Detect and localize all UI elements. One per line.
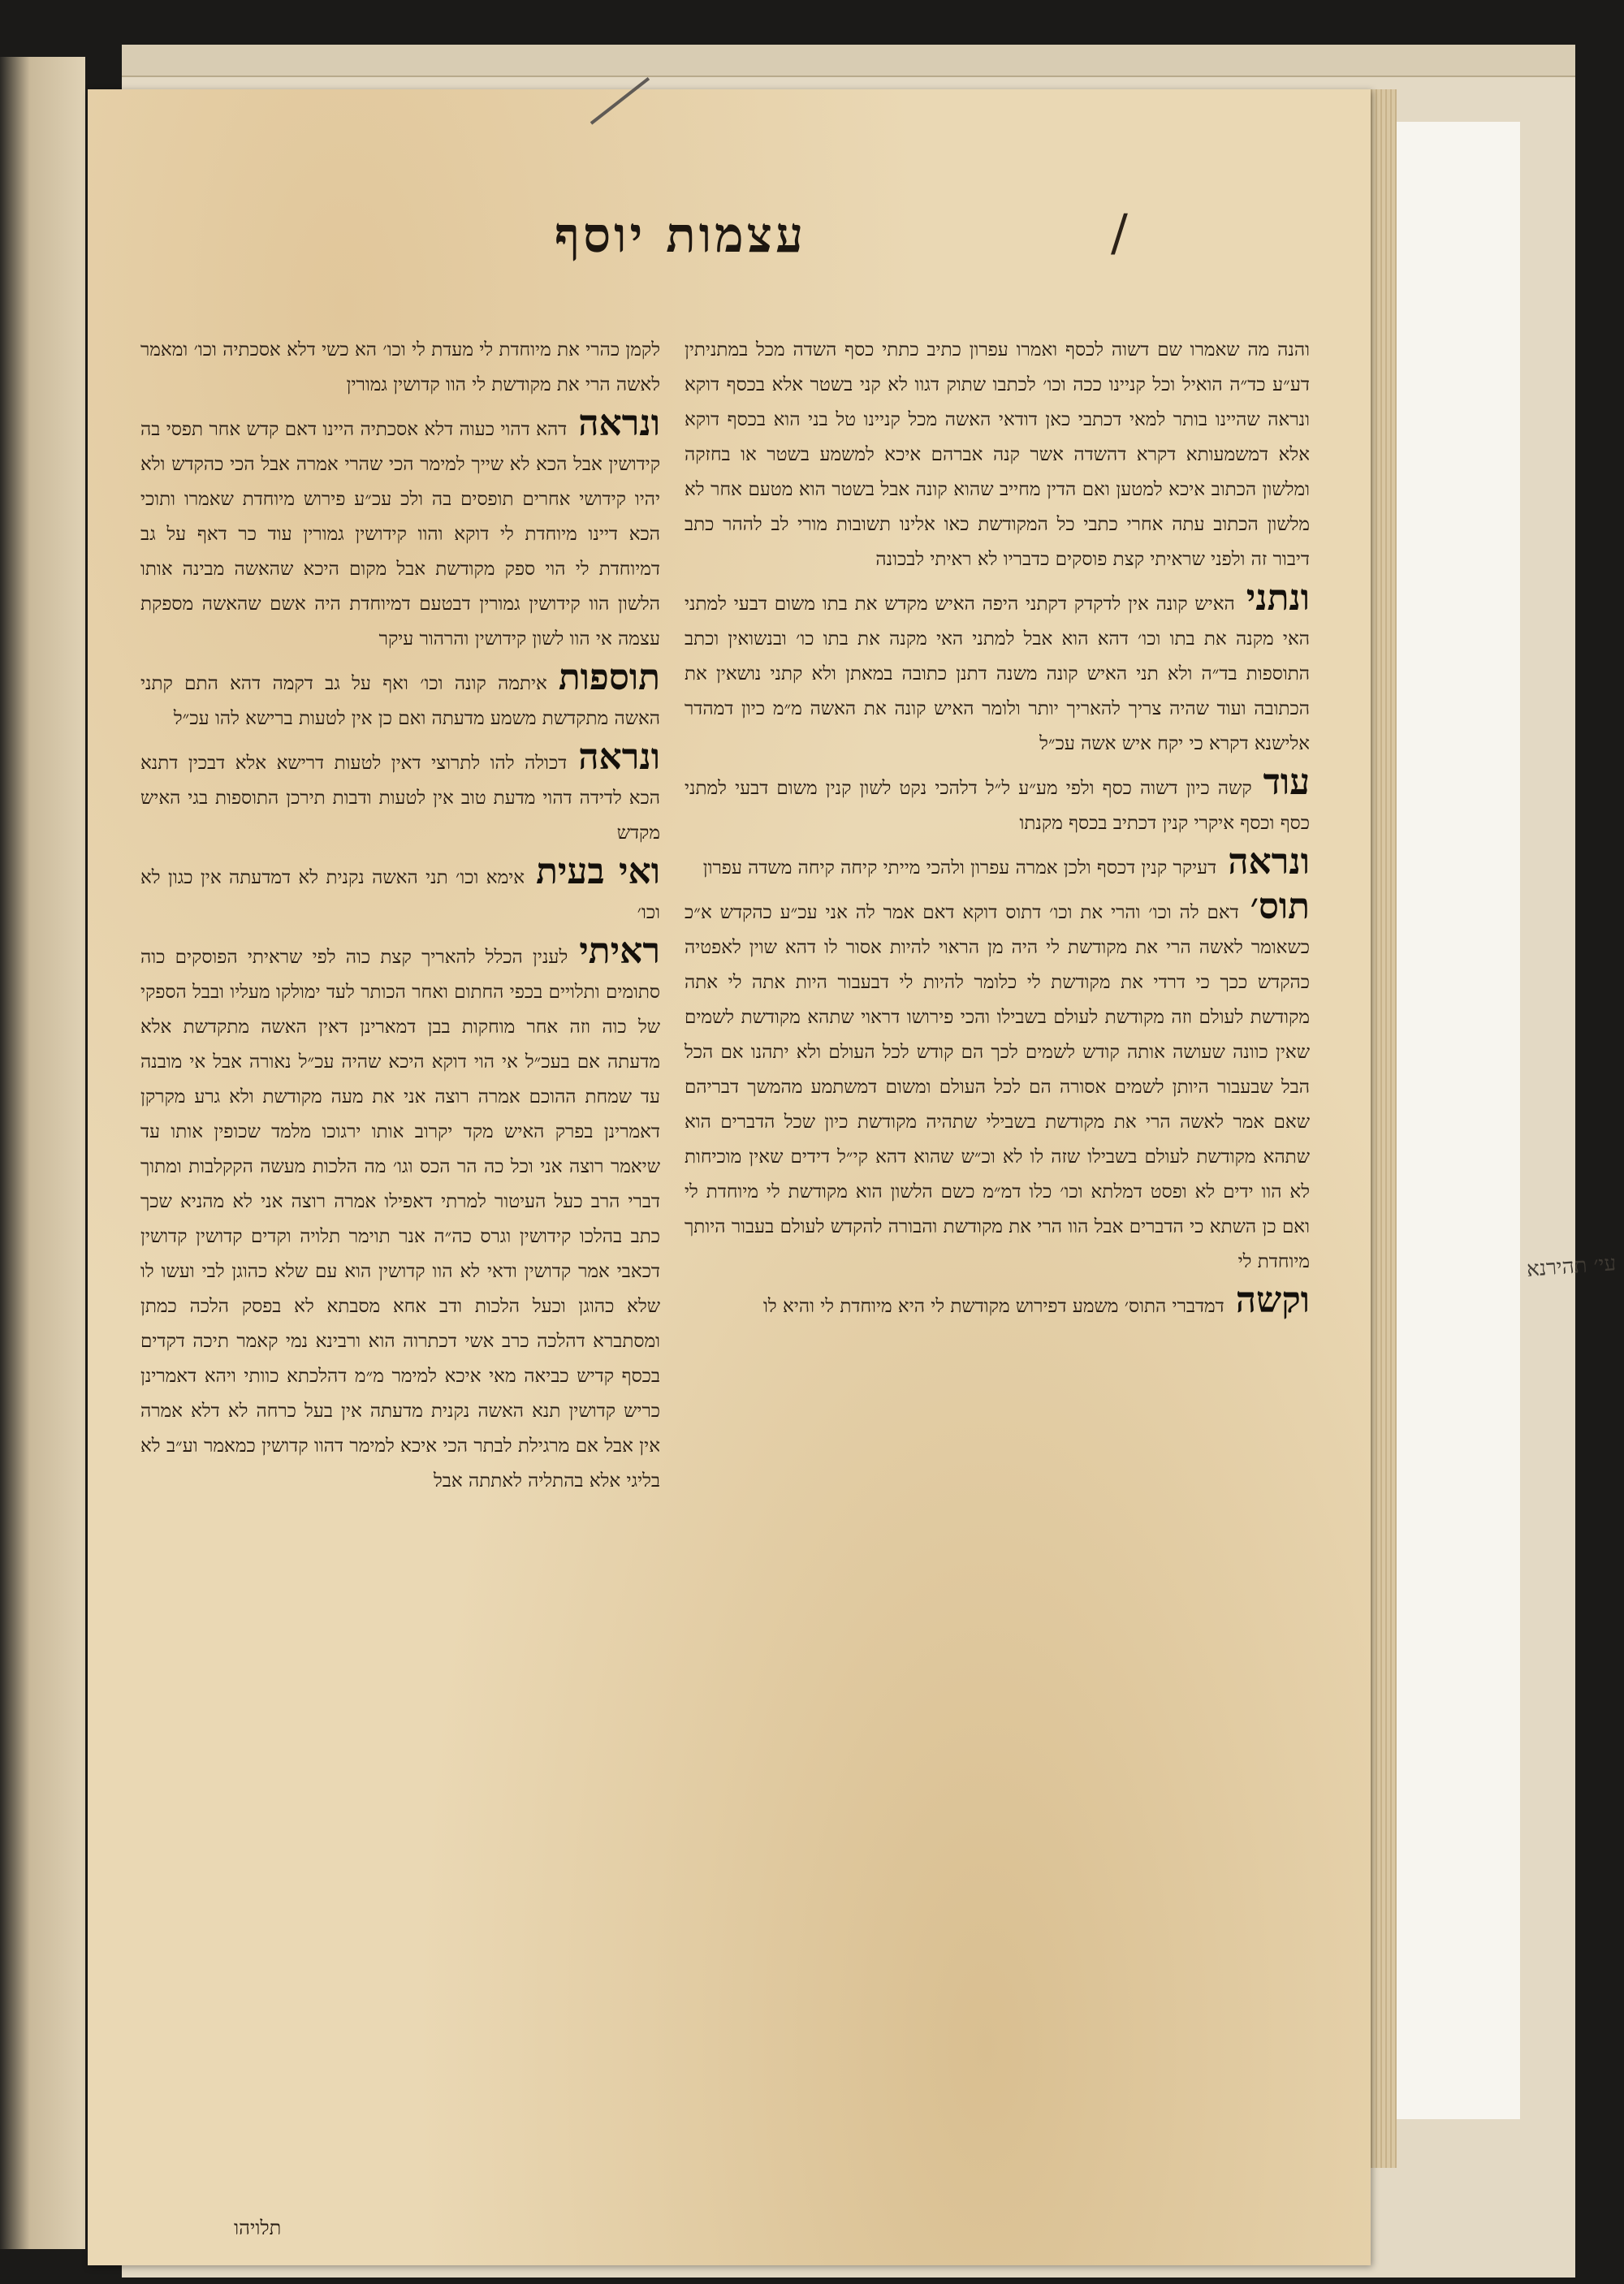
lead-word: ראיתי: [579, 930, 660, 972]
paragraph-text: איתמה קונה וכו׳ ואף על גב דקמה דהא התם קתני האשה מתקדשת משמע מדעתה ואם כן אין לטעות ברישא להו עכ״ל: [140, 673, 660, 729]
paragraph: [685, 1280, 1310, 1324]
white-backing-sheet: [1380, 122, 1520, 2119]
paragraph: [685, 841, 1310, 886]
paragraph: [140, 930, 660, 1499]
paragraph-text: אימא וכו׳ תני האשה נקנית לא דמדעתה אין כגון לא וכו׳: [140, 867, 660, 923]
folio-mark: /: [1111, 203, 1128, 262]
margin-note: עי׳ תהירנא: [1526, 1251, 1618, 1282]
paragraph: [685, 577, 1310, 762]
paragraph-text: האיש קונה אין לדקדק דקתני היפה האיש מקדש את בתו משום דבעי למתני האי מקנה את בתו וכו׳ דהא הוא אבל למתני האי מקנה את בתו כו׳ ובנשואין וכתב התוספות בד״ה ולא תני האיש קונה משנה דתנן כתובה במאתן ולא קתני נושאין את הכתובה ועוד שהיה צריך להאריך יותר ולומר האיש קונה את האשה מ״מ כיון דמהדר אלישנא דקרא כי יקח איש אשה עכ״ל: [685, 594, 1310, 754]
paragraph: [140, 403, 660, 657]
paragraph-text: והנה מה שאמרו שם דשוה לכסף ואמרו עפרון כתיב כתתי כסף השדה מכל במתניתין דע״ע כד״ה הואיל וכל קניינו ככה וכו׳ לכתבו שתוק דגוו לא קני בשטר אלא בכסף דוקא ונראה שהיינו בותר למאי דכתבי כאן דודאי האשה מכל קניינו טל בני הוא בכסף דוקא אלא דמשמעותא דקרא דהשדה אשר קנה אברהם איכא למשמע בשטר או בחזקה ומלשון הכתוב איכא למטען ואם הדין מחייב שהוא קונה אבל בשטר הוא מטעם אחר לא מלשון הכתוב עתה אחרי כתבי כל המקודשת כאו אלינו תשובות מורי לב לההר כתב דיבור זה ולפני שראיתי קצת פוסקים כדבריו לא ראיתי לבכונה: [685, 339, 1310, 570]
lead-word: ונראה: [578, 403, 660, 444]
lead-word: וקשה: [1235, 1280, 1310, 1321]
lead-word: ואי בעית: [536, 851, 660, 892]
paragraph: [685, 333, 1310, 577]
board-top-strip: [122, 45, 1575, 77]
manuscript-page: [88, 89, 1371, 2265]
paragraph: [685, 762, 1310, 841]
paragraph-text: לענין הכלל להאריך קצת כוה לפי שראיתי הפוסקים כוה סתומים ותלויים בכפי החתום ואחר הכותר לעד ימולקו מעליו ובבל הספקי של כוה וזה אחר מוחקות בבן דמארינן דאין האשה מתקדשת אלא מדעתה אם בעכ״ל אי הוי דוקא היכא שהיה עכ״ל נאורה אבל אי מובנה עד שמחת ההוכם אמרה רוצה אני את מעה מקודשת ולא גרע מקרקן דאמרינן בפרק האיש מקד יקרוב אותו ירגוכו מלמד שכופין אותו עד שיאמר רוצה אני וכל כה הר הכס וגו׳ מה הלכות מעשה הקקלבות ומתוך דברי הרב כעל העיטור למרתי דאפילו אמרה רוצה אני לא מהניא שכך כתב בהלכו קידושין וגרס כה״ה אנר תוימר תלויה וקדים קדושין קדושין דכאבי אמר קדושין ודאי לא הוו קדושין הוא עם שלא כהוגן לבי ועשו לו שלא כהוגן וכעל הלכות ודב אחא מסבתא לא בפסק הלכה כמתן ומסתברא דהלכה כרב אשי דכתרוה הוא ורבינא נמי קאמר תיכה דקדים בכסף קדיש כביאה מאי איכא למימר מ״מ דהלכתא כוותי ויהא דאמרינן כריש קדושין תנא האשה נקנית מדעתה אין בעל כרחה לא דלא אמרה אין אבל אם מרגילת לבתר הכי איכא למימר דהוו קדושין כמאמר וע״ב לא בליגי אלא בהתליה לאתתה אבל: [140, 947, 660, 1492]
paragraph: [140, 657, 660, 736]
lead-word: עוד: [1263, 762, 1310, 803]
lead-word: ונתני: [1246, 577, 1310, 619]
lead-word: ונראה: [1228, 841, 1310, 883]
paragraph-text: דמדברי התוס׳ משמע דפירוש מקודשת לי היא מיוחדת לי והיא לו: [763, 1296, 1224, 1317]
paragraph: [685, 886, 1310, 1280]
paragraph: [140, 333, 660, 403]
paragraph-text: דאם לה וכו׳ והרי את וכו׳ דתוס דוקא דאם אמר לה אני עכ״ע כהקדש א״כ כשאומר לאשה הרי את מקודשת לי היה מן הראוי להיות אסור לו דהא שוין לאפטיה כהקדש ככך כי דרדי את מקודשת לי כלומר להיות לי דבעבור היות אתה לי אתה מקודשת לעולם וזה מקודשת לעולם בשבילו והכי פירושו דראוי שתהא מקודשת לשמים שאין כוונה שעושה אותה קודש לשמים לכך הם קודש לכל העולם ולא יתהנו אם הכל הבל שבעבור היותן לשמים אסורה הם לכל העולם ומשום דמשתמע מהמשך דבריהם שאם אמר לאשה הרי את מקודשת בשבילי שתהיה מקודשת כיון שכל הדברים הוא שתהא מקודשת לעולם בשבילו שזה לו לא וכ״ש שהוא דהא קי״ל דידים שאין מוכיחות לא הוו ידים לא ופסט דמלתא וכו׳ כלו דמ״מ כשם הלשון הוא מקודשת לי מיוחדת לי ואם כן השתא כי הדברים אבל הוו הרי את מקודשת והבורה להקדש לעולם בעבור היותך מיוחדת לי: [685, 902, 1310, 1272]
running-head: עצמות יוסף: [554, 207, 807, 264]
left-text-column: [140, 333, 660, 1502]
facing-page-edge: [0, 57, 85, 2249]
right-text-column: [685, 333, 1310, 1328]
paragraph-text: דהא דהוי כעוה דלא אסכתיה היינו דאם קדש אחר תפסי בה קידושין אבל הכא לא שייך למימר הכי שהרי אמרה אבל הכי כהקדש ולא יהיו קידושי אחרים תופסים בה ולכ עכ״ע פירוש מיוחדת שאמרו ותוכי הכא דיינו מיוחדת לי דוקא והוו קידושין גמורין עוד כר דאף על גב דמיוחדת לי הוי ספק מקודשת אבל מקום היכא שהאשה מבינה אותו הלשון הוו קידושין גמורין דבטעם דמיוחדת היה אשם שהאשה מספקת עצמה אי הוו לשון קידושין והרהור עיקר: [140, 419, 660, 650]
paragraph: [140, 736, 660, 851]
lead-word: תוספות: [558, 657, 660, 698]
paragraph-text: לקמן כהרי את מיוחדת לי מעדת לי וכו׳ הא כשי דלא אסכתיה וכו׳ ומאמר לאשה הרי את מקודשת לי הוו קדושין גמורין: [140, 339, 661, 395]
paragraph-text: דעיקר קנין דכסף ולכן אמרה עפרון ולהכי מייתי קיחה קיחה משדה עפרון: [702, 857, 1217, 879]
paragraph-text: קשה כיון דשוה כסף ולפי מע״ע ל״ל דלהכי נקט לשון קנין משום דבעי למתני כסף וכסף איקרי קנין דכתיב בכסף מקנתו: [685, 778, 1310, 834]
lead-word: ונראה: [578, 736, 660, 778]
paragraph-text: דכולה להו לתרוצי דאין לטעות דרישא אלא דבכין דתנא הכא לדידה דהוי מדעת טוב אין לטעות ודבות תירכן התוספות בגי האיש מקדש: [140, 753, 660, 844]
paragraph: [140, 851, 660, 930]
catchword: תלויהו: [234, 2217, 282, 2239]
lead-word: תוס׳: [1250, 886, 1310, 927]
